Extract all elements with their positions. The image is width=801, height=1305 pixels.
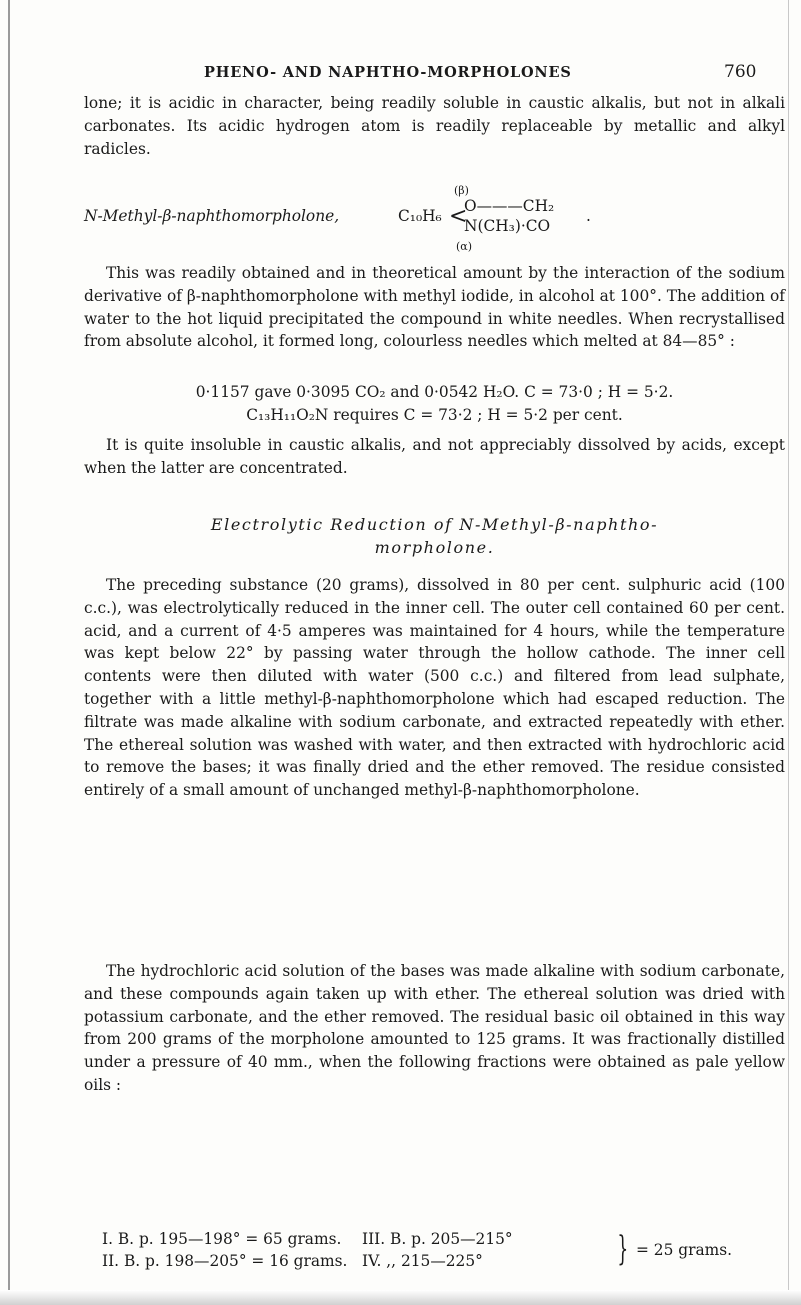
section-heading-line2: morpholone.: [374, 538, 495, 557]
fraction-3: III. B. p. 205—215°: [362, 1230, 513, 1248]
compound-core-formula: C₁₀H₆: [398, 207, 442, 225]
alpha-label: (α): [456, 240, 473, 253]
ring-angle: <: [449, 204, 468, 229]
fraction-2: II. B. p. 198—205° = 16 grams.: [102, 1252, 348, 1270]
analysis-found: 0·1157 gave 0·3095 CO₂ and 0·0542 H₂O. C = 73·0 ; H = 5·2.: [195, 383, 674, 401]
fraction-brace: }: [617, 1229, 629, 1269]
fraction-1: I. B. p. 195—198° = 65 grams.: [102, 1230, 342, 1248]
compound-name: N-Methyl-β-naphthomorpholone,: [84, 207, 340, 225]
fractions-total: = 25 grams.: [636, 1241, 733, 1259]
page-right-edge: [788, 0, 789, 1305]
fraction-4: IV. ,, 215—225°: [362, 1252, 483, 1270]
preparation-paragraph: This was readily obtained and in theoretical amount by the interaction of the sodium derivative of β-naphthomorpholone with methyl iodide, in alcohol at 100°. The addition of water to the hot liquid precipitated the compound in white needles. When recrystallised from absolute alcohol, it formed long, colourless needles which melted at 84—85° :: [84, 264, 785, 351]
solubility-paragraph: It is quite insoluble in caustic alkalis, and not appreciably dissolved by acids, except when the latter are concentrated.: [84, 436, 785, 477]
reduction-paragraph: The preceding substance (20 grams), dissolved in 80 per cent. sulphuric acid (100 c.c.), was electrolytically reduced in the inner cell. The outer cell contained 60 per cent. acid, and a current of 4·5 amperes was maintained for 4 hours, while the temperature was kept below 22° by passing water through the hollow cathode. The inner cell contents were then diluted with water (500 c.c.) and filtered from lead sulphate, together with a little methyl-β-naphthomorpholone which had escaped reduction. The filtrate was made alkaline with sodium carbonate, and extracted repeatedly with ether. The ethereal solution was washed with water, and then extracted with hydrochloric acid to remove the bases; it was finally dried and the ether removed. The residue consisted entirely of a small amount of unchanged methyl-β-naphthomorpholone.: [84, 576, 785, 800]
page-binding-edge: [8, 0, 10, 1305]
analysis-required: C₁₃H₁₁O₂N requires C = 73·2 ; H = 5·2 per cent.: [246, 406, 623, 424]
intro-paragraph: lone; it is acidic in character, being readily soluble in caustic alkalis, but not in alkali carbonates. Its acidic hydrogen atom is readily replaceable by metallic and alkyl radicles.: [84, 94, 785, 158]
page-bottom-edge: [0, 1290, 801, 1305]
running-head: PHENO- AND NAPHTHO-MORPHOLONES: [204, 64, 572, 81]
section-heading-line1: Electrolytic Reduction of N-Methyl-β-naphtho-: [210, 515, 659, 534]
lower-group: N(CH₃)·CO: [464, 217, 551, 235]
page-number: 760: [724, 62, 757, 82]
bases-paragraph: The hydrochloric acid solution of the bases was made alkaline with sodium carbonate, and these compounds again taken up with ether. The ethereal solution was dried with potassium carbonate, and the ether removed. The residual basic oil obtained in this way from 200 grams of the morpholone amounted to 125 grams. It was fractionally distilled under a pressure of 40 mm., when the following fractions were obtained as pale yellow oils :: [84, 962, 785, 1094]
upper-group: O———CH₂: [464, 197, 555, 215]
beta-label: (β): [454, 184, 469, 197]
formula-period: .: [586, 207, 591, 225]
